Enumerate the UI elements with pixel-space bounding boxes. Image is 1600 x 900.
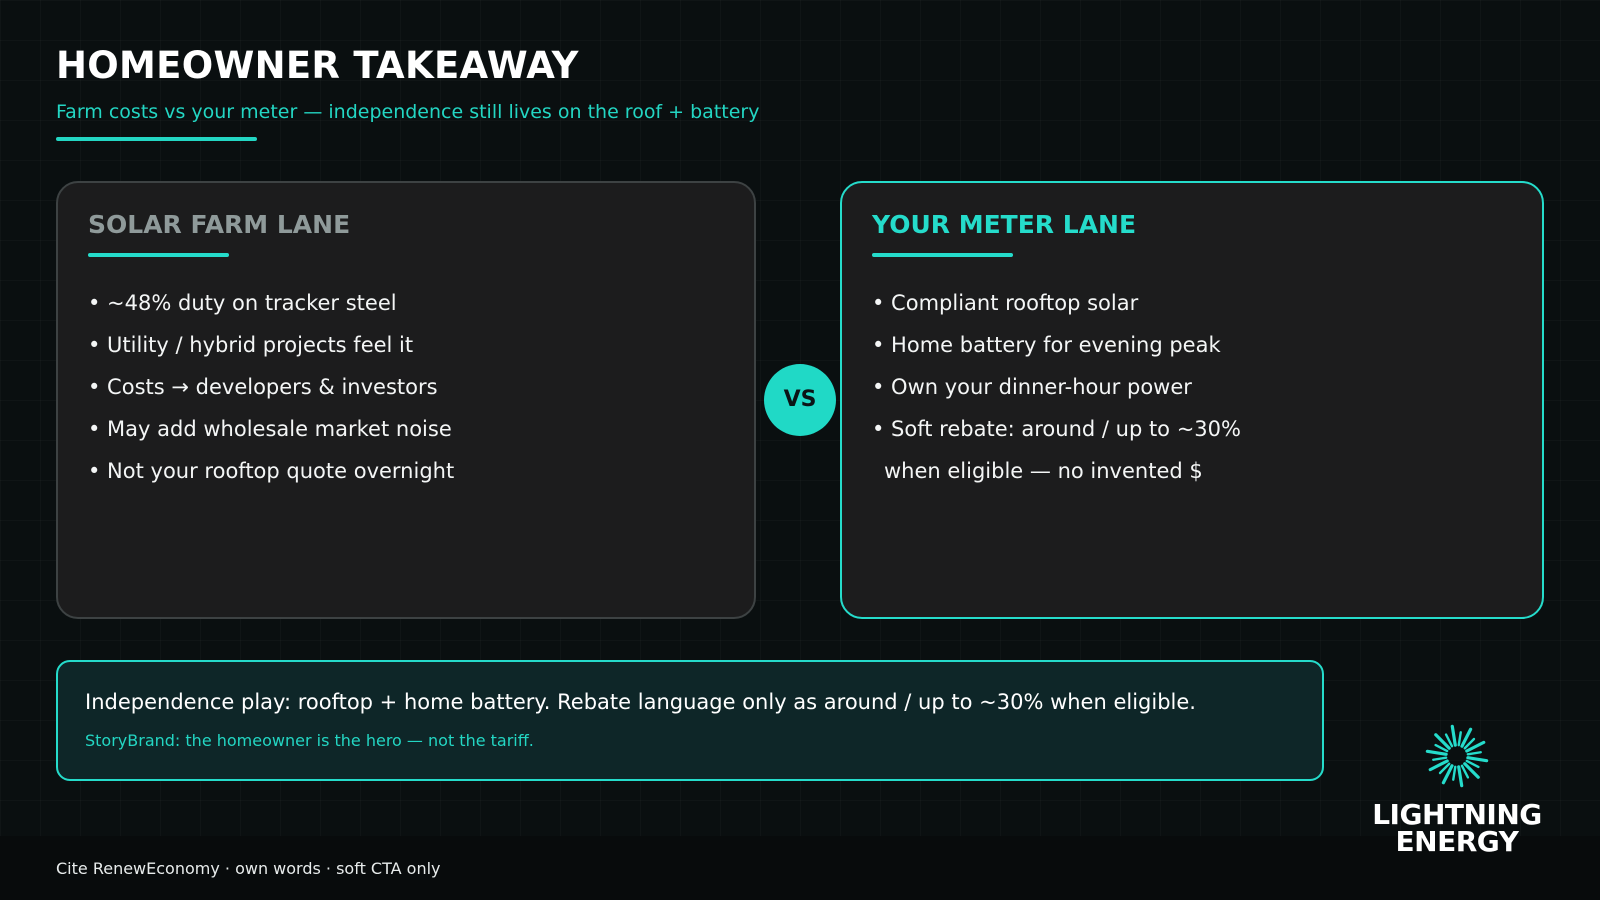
- brand-logo: [1352, 720, 1562, 860]
- list-item: • Soft rebate: around / up to ~30%: [872, 417, 1241, 441]
- list-item: • Utility / hybrid projects feel it: [88, 333, 414, 357]
- list-item: • Costs → developers & investors: [88, 375, 438, 399]
- your-meter-lane-card: [840, 181, 1544, 619]
- your-meter-lane-underline: [872, 253, 1013, 257]
- summary-main-text: Independence play: rooftop + home battery. Rebate language only as around / up to ~30% when eligible.: [85, 690, 1196, 714]
- solar-farm-lane-title: SOLAR FARM LANE: [88, 210, 351, 239]
- solar-farm-lane-list: [88, 288, 454, 498]
- logo-text-line-2: ENERGY: [1395, 825, 1519, 858]
- logo-text-line-1: LIGHTNING: [1372, 798, 1542, 831]
- your-meter-lane-title: YOUR METER LANE: [872, 210, 1137, 239]
- title-underline: [56, 137, 257, 141]
- list-item: • Own your dinner-hour power: [872, 375, 1192, 399]
- list-item: • Compliant rooftop solar: [872, 291, 1139, 315]
- solar-farm-lane-underline: [88, 253, 229, 257]
- list-item-continuation: when eligible — no invented $: [884, 459, 1203, 483]
- list-item: • Home battery for evening peak: [872, 333, 1221, 357]
- solar-farm-lane-card: [56, 181, 756, 619]
- list-item: • May add wholesale market noise: [88, 417, 452, 441]
- your-meter-lane-list: [872, 288, 1241, 498]
- footer-text: Cite RenewEconomy · own words · soft CTA only: [56, 859, 441, 878]
- sunburst-icon: [1425, 724, 1489, 788]
- page-title: HOMEOWNER TAKEAWAY: [56, 44, 579, 87]
- page-subtitle: Farm costs vs your meter — independence still lives on the roof + battery: [56, 101, 760, 123]
- summary-box: [56, 660, 1324, 781]
- list-item: • Not your rooftop quote overnight: [88, 459, 455, 483]
- vs-badge: VS: [764, 364, 836, 436]
- summary-sub-text: StoryBrand: the homeowner is the hero — not the tariff.: [85, 731, 534, 750]
- list-item: • ~48% duty on tracker steel: [88, 291, 397, 315]
